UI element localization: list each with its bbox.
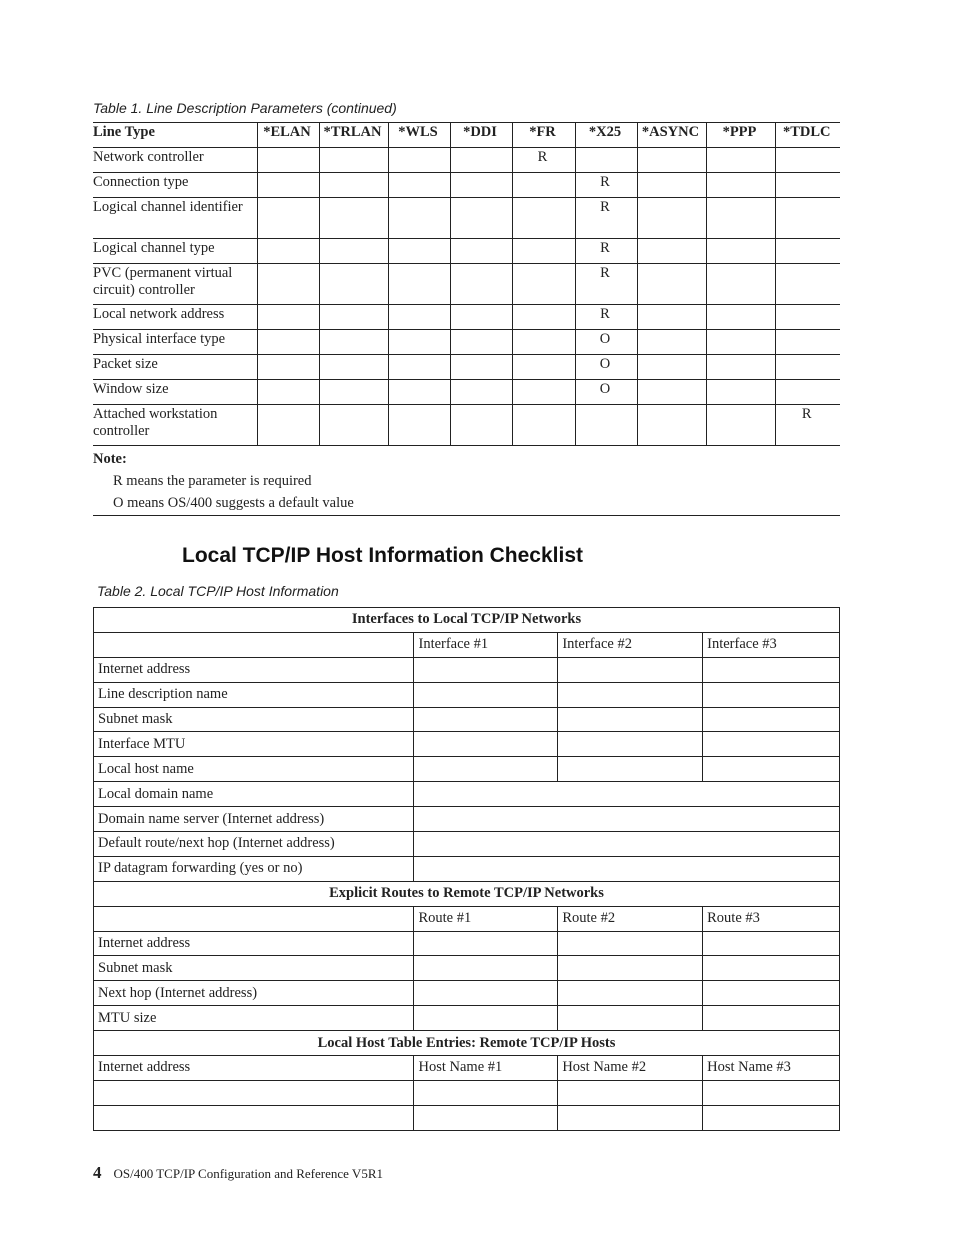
table1-cell bbox=[257, 405, 319, 446]
row-label: Packet size bbox=[93, 355, 257, 380]
entry-cell[interactable] bbox=[703, 757, 840, 782]
section-header-routes: Explicit Routes to Remote TCP/IP Networks bbox=[94, 881, 840, 906]
interface-column-header: Interface #3 bbox=[703, 632, 840, 657]
table1-row bbox=[93, 380, 840, 405]
table1-cell bbox=[319, 380, 388, 405]
entry-cell[interactable] bbox=[558, 1105, 703, 1130]
row-label: Domain name server (Internet address) bbox=[94, 807, 414, 832]
table1-cell bbox=[637, 264, 706, 305]
entry-cell[interactable] bbox=[558, 707, 703, 732]
entry-cell[interactable] bbox=[558, 931, 703, 956]
entry-cell[interactable] bbox=[414, 856, 840, 881]
table1-cell bbox=[257, 148, 319, 173]
entry-cell[interactable] bbox=[558, 981, 703, 1006]
table1-cell bbox=[575, 148, 637, 173]
table1-cell bbox=[706, 264, 775, 305]
table1-cell bbox=[450, 305, 512, 330]
table1-header: *ASYNC bbox=[637, 123, 706, 148]
section-header-hosts: Local Host Table Entries: Remote TCP/IP Hosts bbox=[94, 1031, 840, 1056]
interface-column-header: Interface #1 bbox=[414, 632, 558, 657]
entry-cell[interactable] bbox=[414, 782, 840, 807]
table1-row bbox=[93, 355, 840, 380]
table1-cell bbox=[637, 173, 706, 198]
host-column-header: Host Name #3 bbox=[703, 1056, 840, 1081]
entry-cell[interactable] bbox=[558, 732, 703, 757]
route-column-header: Route #2 bbox=[558, 906, 703, 931]
table2-row bbox=[94, 881, 840, 906]
row-label: Subnet mask bbox=[94, 707, 414, 732]
host-column-header: Host Name #1 bbox=[414, 1056, 558, 1081]
row-label: Logical channel type bbox=[93, 239, 257, 264]
row-label: Line description name bbox=[94, 682, 414, 707]
note-line: O means OS/400 suggests a default value bbox=[113, 495, 354, 511]
table1-cell: O bbox=[575, 330, 637, 355]
table2-row bbox=[94, 632, 840, 657]
table1-cell bbox=[450, 173, 512, 198]
table1-cell bbox=[512, 173, 575, 198]
row-label: Network controller bbox=[93, 148, 257, 173]
row-label: Attached workstation controller bbox=[93, 405, 257, 446]
entry-cell[interactable] bbox=[703, 707, 840, 732]
entry-cell[interactable] bbox=[414, 931, 558, 956]
entry-cell[interactable] bbox=[703, 1080, 840, 1105]
table1-cell bbox=[512, 355, 575, 380]
row-label: IP datagram forwarding (yes or no) bbox=[94, 856, 414, 881]
book-title: OS/400 TCP/IP Configuration and Reference V5R1 bbox=[113, 1166, 383, 1181]
table1-cell bbox=[388, 355, 450, 380]
row-label: MTU size bbox=[94, 1006, 414, 1031]
table1-row bbox=[93, 330, 840, 355]
table2-row bbox=[94, 1031, 840, 1056]
table1-cell bbox=[257, 355, 319, 380]
table1-cell bbox=[388, 173, 450, 198]
note-line: R means the parameter is required bbox=[113, 473, 312, 489]
table1-cell bbox=[257, 330, 319, 355]
entry-cell[interactable] bbox=[703, 1006, 840, 1031]
table2-row bbox=[94, 931, 840, 956]
entry-cell[interactable] bbox=[558, 1080, 703, 1105]
row-label: Internet address bbox=[94, 1056, 414, 1081]
table2-row bbox=[94, 1105, 840, 1130]
section-header-interfaces: Interfaces to Local TCP/IP Networks bbox=[94, 608, 840, 633]
entry-cell[interactable] bbox=[94, 1105, 414, 1130]
table1-cell bbox=[257, 305, 319, 330]
table1-cell bbox=[512, 380, 575, 405]
table1-header: *X25 bbox=[575, 123, 637, 148]
entry-cell[interactable] bbox=[703, 956, 840, 981]
table1-row bbox=[93, 239, 840, 264]
table1-cell bbox=[706, 239, 775, 264]
blank-cell bbox=[94, 906, 414, 931]
table1-cell bbox=[706, 198, 775, 239]
blank-cell bbox=[94, 632, 414, 657]
table1-row bbox=[93, 198, 840, 239]
table1-cell bbox=[512, 239, 575, 264]
table1-cell bbox=[257, 173, 319, 198]
table1-cell bbox=[388, 330, 450, 355]
table1-cell bbox=[450, 239, 512, 264]
table1-cell bbox=[775, 148, 840, 173]
entry-cell[interactable] bbox=[703, 1105, 840, 1130]
table1-cell bbox=[512, 330, 575, 355]
table2-caption: Table 2. Local TCP/IP Host Information bbox=[97, 583, 339, 599]
route-column-header: Route #3 bbox=[703, 906, 840, 931]
table1-caption: Table 1. Line Description Parameters (continued) bbox=[93, 100, 397, 116]
table1-cell bbox=[257, 264, 319, 305]
table1-note bbox=[93, 448, 840, 516]
row-label: Logical channel identifier bbox=[93, 198, 257, 239]
entry-cell[interactable] bbox=[414, 1006, 558, 1031]
host-column-header: Host Name #2 bbox=[558, 1056, 703, 1081]
row-label: Default route/next hop (Internet address) bbox=[94, 832, 414, 857]
table2-row bbox=[94, 707, 840, 732]
note-title: Note: bbox=[93, 451, 127, 467]
host-information-table bbox=[93, 607, 840, 1131]
table1-cell: R bbox=[575, 198, 637, 239]
table1-row bbox=[93, 405, 840, 446]
table2-row bbox=[94, 956, 840, 981]
interface-column-header: Interface #2 bbox=[558, 632, 703, 657]
table2-row bbox=[94, 1080, 840, 1105]
table1-header: *TRLAN bbox=[319, 123, 388, 148]
table1-cell bbox=[637, 330, 706, 355]
table1-cell bbox=[706, 405, 775, 446]
table1-cell bbox=[706, 173, 775, 198]
table1-row bbox=[93, 148, 840, 173]
table2-row bbox=[94, 608, 840, 633]
table1-header: *WLS bbox=[388, 123, 450, 148]
table1-cell bbox=[450, 148, 512, 173]
table1-cell bbox=[388, 239, 450, 264]
table1-cell: O bbox=[575, 380, 637, 405]
table2-row bbox=[94, 732, 840, 757]
table1-cell: R bbox=[575, 305, 637, 330]
table2-row bbox=[94, 657, 840, 682]
table1-cell bbox=[257, 380, 319, 405]
table1-cell bbox=[706, 380, 775, 405]
line-description-table bbox=[93, 122, 840, 446]
table1-cell bbox=[450, 355, 512, 380]
table1-cell bbox=[388, 380, 450, 405]
table1-cell bbox=[637, 380, 706, 405]
table1-cell bbox=[450, 380, 512, 405]
table1-cell bbox=[450, 330, 512, 355]
table1-cell bbox=[319, 330, 388, 355]
entry-cell[interactable] bbox=[703, 931, 840, 956]
row-label: Connection type bbox=[93, 173, 257, 198]
entry-cell[interactable] bbox=[414, 707, 558, 732]
table1-cell: O bbox=[575, 355, 637, 380]
table1-cell bbox=[319, 405, 388, 446]
table1-cell bbox=[319, 305, 388, 330]
table2-row bbox=[94, 1006, 840, 1031]
table1-header: Line Type bbox=[93, 123, 257, 148]
table2-row bbox=[94, 807, 840, 832]
row-label: Local host name bbox=[94, 757, 414, 782]
table1-cell bbox=[637, 148, 706, 173]
entry-cell[interactable] bbox=[558, 682, 703, 707]
table2-row bbox=[94, 856, 840, 881]
table1-cell bbox=[257, 198, 319, 239]
table1-header: *TDLC bbox=[775, 123, 840, 148]
table2-row bbox=[94, 682, 840, 707]
entry-cell[interactable] bbox=[414, 832, 840, 857]
table2-row bbox=[94, 757, 840, 782]
table1-cell bbox=[450, 198, 512, 239]
table1-header: *DDI bbox=[450, 123, 512, 148]
table1-cell bbox=[775, 173, 840, 198]
table1-cell: R bbox=[575, 173, 637, 198]
row-label: Internet address bbox=[94, 931, 414, 956]
table1-cell bbox=[450, 405, 512, 446]
table1-cell bbox=[319, 173, 388, 198]
entry-cell[interactable] bbox=[414, 657, 558, 682]
page-number: 4 bbox=[93, 1163, 102, 1182]
table1-row bbox=[93, 305, 840, 330]
table1-cell bbox=[388, 305, 450, 330]
entry-cell[interactable] bbox=[558, 956, 703, 981]
table1-cell bbox=[775, 305, 840, 330]
table1-cell bbox=[257, 239, 319, 264]
table1-cell bbox=[450, 264, 512, 305]
table1-row bbox=[93, 173, 840, 198]
table1-cell bbox=[388, 198, 450, 239]
entry-cell[interactable] bbox=[703, 682, 840, 707]
entry-cell[interactable] bbox=[558, 657, 703, 682]
table1-row bbox=[93, 264, 840, 305]
entry-cell[interactable] bbox=[703, 657, 840, 682]
entry-cell[interactable] bbox=[414, 757, 558, 782]
entry-cell[interactable] bbox=[558, 757, 703, 782]
entry-cell[interactable] bbox=[703, 732, 840, 757]
entry-cell[interactable] bbox=[703, 981, 840, 1006]
table1-cell bbox=[775, 330, 840, 355]
table1-cell bbox=[637, 239, 706, 264]
table1-header: *PPP bbox=[706, 123, 775, 148]
table1-cell bbox=[319, 198, 388, 239]
row-label: Local domain name bbox=[94, 782, 414, 807]
table1-cell bbox=[319, 264, 388, 305]
table1-cell: R bbox=[575, 239, 637, 264]
table2-row bbox=[94, 906, 840, 931]
table1-header: *FR bbox=[512, 123, 575, 148]
entry-cell[interactable] bbox=[414, 807, 840, 832]
row-label: PVC (permanent virtual circuit) controller bbox=[93, 264, 257, 305]
table1-cell bbox=[319, 148, 388, 173]
table1-cell bbox=[575, 405, 637, 446]
table1-cell: R bbox=[575, 264, 637, 305]
row-label: Internet address bbox=[94, 657, 414, 682]
table1-cell bbox=[706, 305, 775, 330]
entry-cell[interactable] bbox=[414, 981, 558, 1006]
table1-cell bbox=[706, 355, 775, 380]
table1-cell bbox=[512, 305, 575, 330]
row-label: Interface MTU bbox=[94, 732, 414, 757]
table1-cell: R bbox=[775, 405, 840, 446]
table2-row bbox=[94, 832, 840, 857]
table2-row bbox=[94, 1056, 840, 1081]
table1-cell: R bbox=[512, 148, 575, 173]
entry-cell[interactable] bbox=[414, 1105, 558, 1130]
entry-cell[interactable] bbox=[414, 956, 558, 981]
row-label: Next hop (Internet address) bbox=[94, 981, 414, 1006]
table1-cell bbox=[706, 148, 775, 173]
row-label: Subnet mask bbox=[94, 956, 414, 981]
entry-cell[interactable] bbox=[414, 1080, 558, 1105]
table1-cell bbox=[637, 405, 706, 446]
entry-cell[interactable] bbox=[414, 682, 558, 707]
entry-cell[interactable] bbox=[414, 732, 558, 757]
table1-cell bbox=[775, 239, 840, 264]
table1-header: *ELAN bbox=[257, 123, 319, 148]
table2-row bbox=[94, 782, 840, 807]
row-label: Local network address bbox=[93, 305, 257, 330]
table1-cell bbox=[388, 264, 450, 305]
entry-cell[interactable] bbox=[94, 1080, 414, 1105]
table2-row bbox=[94, 981, 840, 1006]
page-footer bbox=[93, 1163, 383, 1183]
entry-cell[interactable] bbox=[558, 1006, 703, 1031]
table1-cell bbox=[512, 405, 575, 446]
table1-cell bbox=[388, 405, 450, 446]
table1-cell bbox=[512, 264, 575, 305]
row-label: Window size bbox=[93, 380, 257, 405]
table1-cell bbox=[706, 330, 775, 355]
table1-cell bbox=[512, 198, 575, 239]
table1-cell bbox=[775, 380, 840, 405]
table1-header-row bbox=[93, 123, 840, 148]
route-column-header: Route #1 bbox=[414, 906, 558, 931]
table1-cell bbox=[637, 355, 706, 380]
table1-cell bbox=[775, 198, 840, 239]
row-label: Physical interface type bbox=[93, 330, 257, 355]
table1-cell bbox=[775, 355, 840, 380]
table1-cell bbox=[319, 355, 388, 380]
section-title: Local TCP/IP Host Information Checklist bbox=[182, 544, 584, 567]
table1-cell bbox=[775, 264, 840, 305]
table1-cell bbox=[388, 148, 450, 173]
table1-cell bbox=[637, 305, 706, 330]
table1-cell bbox=[319, 239, 388, 264]
table1-cell bbox=[637, 198, 706, 239]
